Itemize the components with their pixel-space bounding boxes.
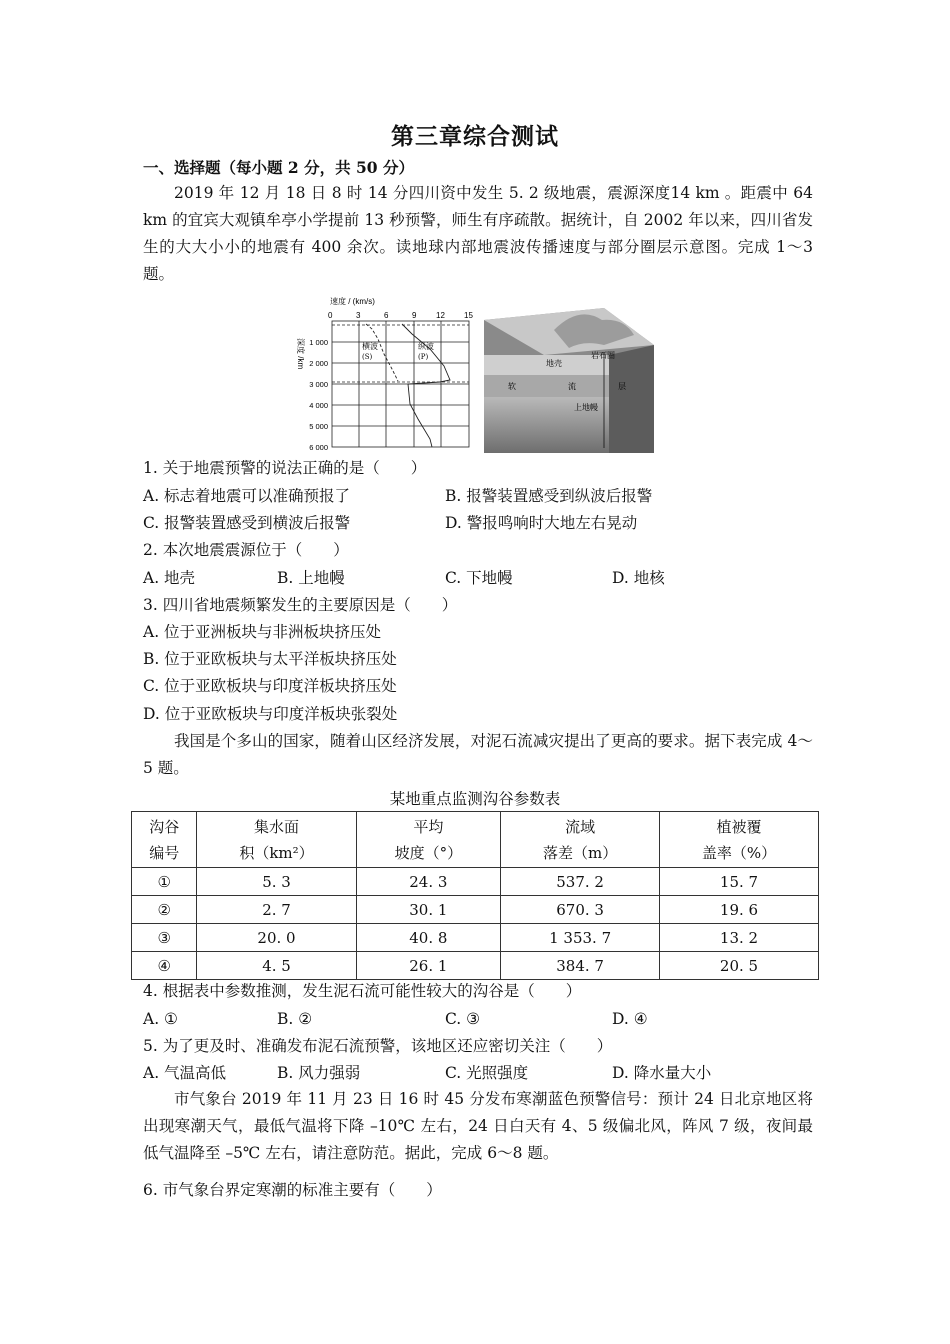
xtick: 12 <box>436 311 445 320</box>
header-cell: 流域 落差（m） <box>501 812 660 868</box>
header-cell: 平均 坡度（°） <box>356 812 501 868</box>
label-asthenosphere-2: 流 <box>568 382 576 391</box>
question-1-option-a[interactable]: A. 标志着地震可以准确预报了 <box>143 487 351 505</box>
table-cell: 1 353. 7 <box>501 924 660 952</box>
xtick: 6 <box>384 311 389 320</box>
seismic-wave-chart <box>290 294 480 454</box>
table-cell: 19. 6 <box>660 896 819 924</box>
earth-layers-block-diagram <box>484 300 654 453</box>
asthenosphere-band <box>484 375 609 397</box>
table-cell: ② <box>132 896 197 924</box>
xtick: 3 <box>356 311 361 320</box>
table-cell: 5. 3 <box>197 868 356 896</box>
section-heading: 一、选择题（每小题 2 分，共 50 分） <box>143 158 414 177</box>
table-cell: 26. 1 <box>356 952 501 980</box>
ytick: 3 000 <box>309 380 328 389</box>
question-4-stem: 4. 根据表中参数推测，发生泥石流可能性较大的沟谷是（ ） <box>143 982 582 1000</box>
table-row <box>132 896 819 924</box>
question-4-option-b[interactable]: B. ② <box>277 1010 313 1028</box>
table-row <box>132 924 819 952</box>
table-cell: ④ <box>132 952 197 980</box>
ytick: 1 000 <box>309 338 328 347</box>
table-cell: 30. 1 <box>356 896 501 924</box>
question-3-option-c[interactable]: C. 位于亚欧板块与印度洋板块挤压处 <box>143 677 397 695</box>
gully-parameter-table <box>131 811 819 980</box>
header-cell: 沟谷 编号 <box>132 812 197 868</box>
label-asthenosphere-3: 层 <box>618 382 626 391</box>
question-1-option-b[interactable]: B. 报警装置感受到纵波后报警 <box>445 487 653 505</box>
xtick: 15 <box>464 311 473 320</box>
question-5-option-d[interactable]: D. 降水量大小 <box>612 1064 712 1082</box>
table-row <box>132 868 819 896</box>
chart-xlabel: 速度 / (km/s) <box>330 297 375 306</box>
question-3-option-b[interactable]: B. 位于亚欧板块与太平洋板块挤压处 <box>143 650 397 668</box>
label-lithosphere: 岩石圈 <box>591 351 615 360</box>
xtick: 0 <box>328 311 333 320</box>
intro-paragraph-2: 我国是个多山的国家，随着山区经济发展，对泥石流减灾提出了更高的要求。据下表完成 4～5 题。 <box>143 732 813 777</box>
s-wave-label: 横波 <box>362 342 378 351</box>
question-4-option-a[interactable]: A. ① <box>143 1010 178 1028</box>
table-cell: ① <box>132 868 197 896</box>
table-cell: 2. 7 <box>197 896 356 924</box>
table-caption: 某地重点监测沟谷参数表 <box>389 790 561 808</box>
ytick: 4 000 <box>309 401 328 410</box>
question-6-stem: 6. 市气象台界定寒潮的标准主要有（ ） <box>143 1181 442 1199</box>
question-1-stem: 1. 关于地震预警的说法正确的是（ ） <box>143 459 427 477</box>
chart-xticks <box>328 311 473 320</box>
xtick: 9 <box>412 311 417 320</box>
table-cell: ③ <box>132 924 197 952</box>
table-cell: 670. 3 <box>501 896 660 924</box>
chart-ylabel: 深度 /km <box>296 338 305 370</box>
question-2-option-b[interactable]: B. 上地幔 <box>277 569 345 587</box>
table-cell: 384. 7 <box>501 952 660 980</box>
question-4-option-d[interactable]: D. ④ <box>612 1010 648 1028</box>
question-2-option-a[interactable]: A. 地壳 <box>143 569 196 587</box>
table-cell: 13. 2 <box>660 924 819 952</box>
ytick: 2 000 <box>309 359 328 368</box>
question-1-option-c[interactable]: C. 报警装置感受到横波后报警 <box>143 514 351 532</box>
chart-grid <box>332 321 469 447</box>
question-4-option-c[interactable]: C. ③ <box>445 1010 481 1028</box>
question-2-stem: 2. 本次地震震源位于（ ） <box>143 541 349 559</box>
question-5-option-b[interactable]: B. 风力强弱 <box>277 1064 361 1082</box>
ytick: 5 000 <box>309 422 328 431</box>
question-5-option-c[interactable]: C. 光照强度 <box>445 1064 529 1082</box>
p-wave-sub: (P) <box>418 353 429 361</box>
table-cell: 20. 5 <box>660 952 819 980</box>
block-side-face <box>609 345 654 453</box>
header-cell: 植被覆 盖率（%） <box>660 812 819 868</box>
table-cell: 4. 5 <box>197 952 356 980</box>
table-cell: 20. 0 <box>197 924 356 952</box>
ytick: 6 000 <box>309 443 328 452</box>
p-wave-label: 纵波 <box>418 342 434 351</box>
intro-paragraph-3: 市气象台 2019 年 11 月 23 日 16 时 45 分发布寒潮蓝色预警信号：预计 24 日北京地区将出现寒潮天气，最低气温将下降 –10℃ 左右，24 日白天有 4、5 级偏北风，阵风 7 级，夜间最低气温降至 –5℃ 左右，请注意防范。据此，完成 6～8 题。 <box>143 1090 813 1162</box>
question-5-option-a[interactable]: A. 气温高低 <box>143 1064 227 1082</box>
question-3-stem: 3. 四川省地震频繁发生的主要原因是（ ） <box>143 596 458 614</box>
label-crust: 地壳 <box>546 359 562 368</box>
page-title: 第三章综合测试 <box>391 123 559 150</box>
question-2-option-d[interactable]: D. 地核 <box>612 569 665 587</box>
table-cell: 24. 3 <box>356 868 501 896</box>
intro-paragraph-1: 2019 年 12 月 18 日 8 时 14 分四川资中发生 5. 2 级地震，震源深度14 km 。距震中 64 km 的宜宾大观镇牟亭小学提前 13 秒预警，师生有序疏散。据统计，自 2002 年以来，四川省发生的大大小小的地震有 400 余次。读地球内部地震波传播速度与部分圈层示意图。完成 1～3 题。 <box>143 184 813 283</box>
table-cell: 40. 8 <box>356 924 501 952</box>
table-row <box>132 952 819 980</box>
s-wave-sub: (S) <box>362 353 373 361</box>
label-upper-mantle: 上地幔 <box>574 403 598 412</box>
question-2-option-c[interactable]: C. 下地幔 <box>445 569 513 587</box>
question-1-option-d[interactable]: D. 警报鸣响时大地左右晃动 <box>445 514 638 532</box>
question-3-option-a[interactable]: A. 位于亚洲板块与非洲板块挤压处 <box>143 623 382 641</box>
label-asthenosphere-1: 软 <box>508 382 516 391</box>
question-5-stem: 5. 为了更及时、准确发布泥石流预警，该地区还应密切关注（ ） <box>143 1037 613 1055</box>
table-header-row <box>132 812 819 868</box>
chart-yticks <box>309 338 328 452</box>
table-cell: 537. 2 <box>501 868 660 896</box>
question-3-option-d[interactable]: D. 位于亚欧板块与印度洋板块张裂处 <box>143 705 398 723</box>
header-cell: 集水面 积（km²） <box>197 812 356 868</box>
table-cell: 15. 7 <box>660 868 819 896</box>
